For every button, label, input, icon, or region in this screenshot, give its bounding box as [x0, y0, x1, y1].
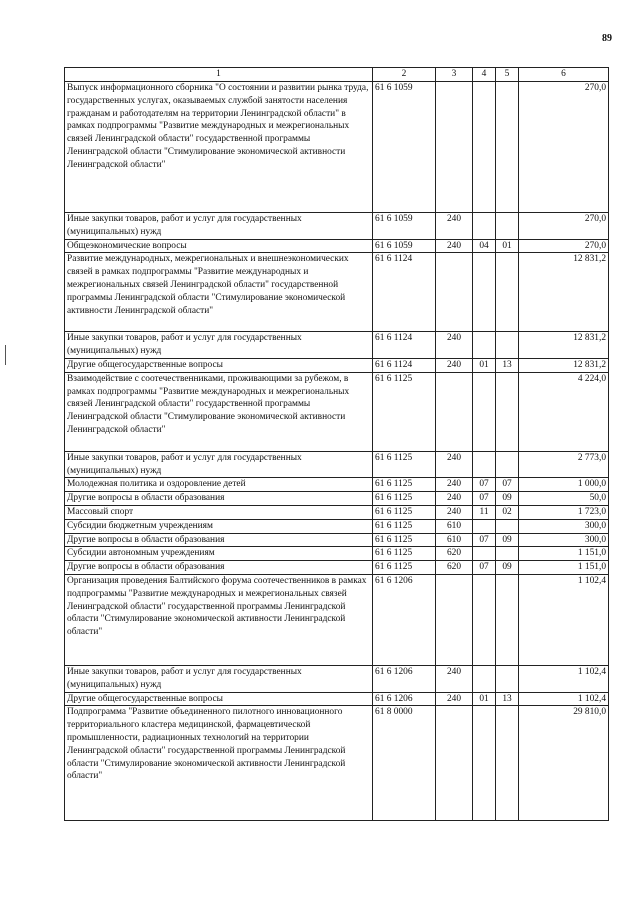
row-subsection: 09 — [496, 533, 519, 547]
row-section — [473, 547, 496, 561]
row-name: Общеэкономические вопросы — [65, 239, 373, 253]
table-row — [65, 213, 609, 240]
row-name: Другие вопросы в области образования — [65, 533, 373, 547]
row-name: Иные закупки товаров, работ и услуг для государственных (муниципальных) нужд — [65, 213, 373, 240]
row-name: Иные закупки товаров, работ и услуг для государственных (муниципальных) нужд — [65, 332, 373, 359]
row-amount: 1 151,0 — [519, 561, 609, 575]
row-amount: 4 224,0 — [519, 372, 609, 451]
header-col-4: 4 — [473, 68, 496, 82]
header-col-2: 2 — [373, 68, 436, 82]
row-subsection: 13 — [496, 692, 519, 706]
row-target-code: 61 6 1059 — [373, 239, 436, 253]
row-amount: 29 810,0 — [519, 706, 609, 821]
row-target-code: 61 6 1125 — [373, 492, 436, 506]
row-amount: 12 831,2 — [519, 253, 609, 332]
table-row — [65, 478, 609, 492]
row-amount: 270,0 — [519, 82, 609, 213]
row-name: Массовый спорт — [65, 505, 373, 519]
table-row — [65, 692, 609, 706]
row-section — [473, 665, 496, 692]
row-target-code: 61 6 1125 — [373, 547, 436, 561]
row-name: Субсидии бюджетным учреждениям — [65, 519, 373, 533]
row-expense-type: 240 — [436, 358, 473, 372]
table-row — [65, 706, 609, 821]
row-subsection — [496, 213, 519, 240]
row-target-code: 61 6 1124 — [373, 358, 436, 372]
row-target-code: 61 6 1206 — [373, 692, 436, 706]
table-row — [65, 561, 609, 575]
header-col-5: 5 — [496, 68, 519, 82]
row-section: 11 — [473, 505, 496, 519]
row-name: Другие общегосударственные вопросы — [65, 358, 373, 372]
row-expense-type — [436, 372, 473, 451]
table-row — [65, 492, 609, 506]
table-row — [65, 239, 609, 253]
row-name: Другие вопросы в области образования — [65, 561, 373, 575]
row-expense-type: 620 — [436, 561, 473, 575]
row-amount: 12 831,2 — [519, 358, 609, 372]
row-section — [473, 519, 496, 533]
row-amount: 1 102,4 — [519, 665, 609, 692]
row-subsection — [496, 372, 519, 451]
table-row — [65, 574, 609, 665]
row-section — [473, 213, 496, 240]
row-section — [473, 253, 496, 332]
header-col-3: 3 — [436, 68, 473, 82]
row-name: Взаимодействие с соотечественниками, проживающими за рубежом, в рамках подпрограммы "Развитие международных и межрегиональных связей Ленинградской области" государственной программы Ленинградской области "Стимулирование экономической активности Ленинградской области" — [65, 372, 373, 451]
row-name: Иные закупки товаров, работ и услуг для государственных (муниципальных) нужд — [65, 665, 373, 692]
row-name: Другие вопросы в области образования — [65, 492, 373, 506]
row-section — [473, 706, 496, 821]
table-row — [65, 665, 609, 692]
row-expense-type: 620 — [436, 547, 473, 561]
row-amount: 12 831,2 — [519, 332, 609, 359]
table-row — [65, 253, 609, 332]
row-section: 04 — [473, 239, 496, 253]
table-row — [65, 372, 609, 451]
row-subsection — [496, 574, 519, 665]
row-subsection — [496, 451, 519, 478]
row-amount: 1 000,0 — [519, 478, 609, 492]
row-target-code: 61 6 1125 — [373, 533, 436, 547]
row-section — [473, 451, 496, 478]
row-section: 07 — [473, 478, 496, 492]
margin-mark — [5, 345, 6, 365]
table-row — [65, 505, 609, 519]
table-row — [65, 82, 609, 213]
table-row — [65, 332, 609, 359]
header-row — [65, 68, 609, 82]
row-subsection — [496, 82, 519, 213]
row-subsection — [496, 332, 519, 359]
row-expense-type: 240 — [436, 505, 473, 519]
row-section: 07 — [473, 561, 496, 575]
row-target-code: 61 6 1125 — [373, 505, 436, 519]
row-expense-type: 240 — [436, 451, 473, 478]
row-amount: 270,0 — [519, 213, 609, 240]
row-target-code: 61 6 1125 — [373, 561, 436, 575]
row-name: Развитие международных, межрегиональных и внешнеэкономических связей в рамках подпрограммы "Развитие международных и межрегиональных связей Ленинградской области" государственной программы Ленинградской области "Стимулирование экономической активности Ленинградской области" — [65, 253, 373, 332]
budget-table — [64, 67, 609, 821]
row-target-code: 61 6 1206 — [373, 665, 436, 692]
page-number: 89 — [602, 33, 612, 44]
row-subsection: 01 — [496, 239, 519, 253]
row-section: 07 — [473, 492, 496, 506]
row-expense-type — [436, 253, 473, 332]
header-col-1: 1 — [65, 68, 373, 82]
row-amount: 1 102,4 — [519, 574, 609, 665]
row-target-code: 61 6 1059 — [373, 82, 436, 213]
row-section — [473, 372, 496, 451]
row-section — [473, 82, 496, 213]
row-target-code: 61 6 1206 — [373, 574, 436, 665]
row-name: Выпуск информационного сборника "О состоянии и развитии рынка труда, государственных услугах, оказываемых службой занятости населения гражданам и работодателям на территории Ленинградской области" в рамках подпрограммы "Развитие международных и межрегиональных связей Ленинградской области" государственной программы Ленинградской области "Стимулирование экономической активности Ленинградской области" — [65, 82, 373, 213]
row-name: Другие общегосударственные вопросы — [65, 692, 373, 706]
row-subsection — [496, 706, 519, 821]
row-target-code: 61 6 1124 — [373, 253, 436, 332]
row-section — [473, 574, 496, 665]
row-name: Субсидии автономным учреждениям — [65, 547, 373, 561]
row-target-code: 61 6 1125 — [373, 519, 436, 533]
row-subsection: 09 — [496, 561, 519, 575]
row-section: 01 — [473, 358, 496, 372]
row-name: Молодежная политика и оздоровление детей — [65, 478, 373, 492]
header-col-6: 6 — [519, 68, 609, 82]
row-target-code: 61 8 0000 — [373, 706, 436, 821]
row-section: 07 — [473, 533, 496, 547]
row-amount: 270,0 — [519, 239, 609, 253]
row-section — [473, 332, 496, 359]
row-expense-type — [436, 706, 473, 821]
row-expense-type: 610 — [436, 519, 473, 533]
row-amount: 1 102,4 — [519, 692, 609, 706]
row-subsection — [496, 665, 519, 692]
row-target-code: 61 6 1059 — [373, 213, 436, 240]
table-row — [65, 533, 609, 547]
row-expense-type: 240 — [436, 213, 473, 240]
row-target-code: 61 6 1124 — [373, 332, 436, 359]
row-amount: 2 773,0 — [519, 451, 609, 478]
row-subsection: 02 — [496, 505, 519, 519]
table-row — [65, 358, 609, 372]
row-target-code: 61 6 1125 — [373, 372, 436, 451]
row-name: Иные закупки товаров, работ и услуг для государственных (муниципальных) нужд — [65, 451, 373, 478]
row-target-code: 61 6 1125 — [373, 478, 436, 492]
row-expense-type: 240 — [436, 665, 473, 692]
row-subsection: 07 — [496, 478, 519, 492]
table-row — [65, 451, 609, 478]
table-row — [65, 547, 609, 561]
row-name: Подпрограмма "Развитие объединенного пилотного инновационного территориального кластера медицинской, фармацевтической промышленности, радиационных технологий на территории Ленинградской области" государственной программы Ленинградской области "Стимулирование экономической активности Ленинградской области" — [65, 706, 373, 821]
row-section: 01 — [473, 692, 496, 706]
row-amount: 300,0 — [519, 533, 609, 547]
row-subsection — [496, 253, 519, 332]
row-expense-type: 240 — [436, 692, 473, 706]
row-amount: 1 151,0 — [519, 547, 609, 561]
table-row — [65, 519, 609, 533]
row-expense-type — [436, 574, 473, 665]
row-amount: 50,0 — [519, 492, 609, 506]
row-expense-type: 240 — [436, 239, 473, 253]
row-expense-type: 240 — [436, 492, 473, 506]
row-subsection: 13 — [496, 358, 519, 372]
row-name: Организация проведения Балтийского форума соотечественников в рамках подпрограммы "Развитие международных и межрегиональных связей Ленинградской области" государственной программы Ленинградской области "Стимулирование экономической активности Ленинградской области" — [65, 574, 373, 665]
row-amount: 300,0 — [519, 519, 609, 533]
row-amount: 1 723,0 — [519, 505, 609, 519]
row-subsection — [496, 547, 519, 561]
row-target-code: 61 6 1125 — [373, 451, 436, 478]
row-subsection — [496, 519, 519, 533]
row-expense-type: 610 — [436, 533, 473, 547]
row-expense-type: 240 — [436, 478, 473, 492]
row-expense-type — [436, 82, 473, 213]
row-subsection: 09 — [496, 492, 519, 506]
row-expense-type: 240 — [436, 332, 473, 359]
